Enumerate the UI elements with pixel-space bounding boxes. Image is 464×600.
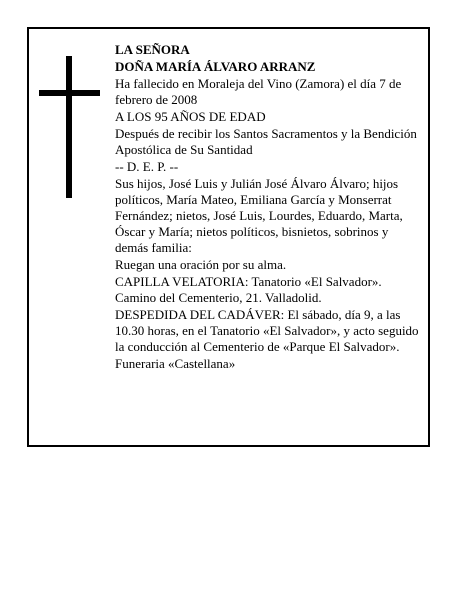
obituary-notice [27,27,430,447]
latin-cross-icon [39,56,100,198]
cross-horizontal-bar [39,90,100,96]
family-list: Sus hijos, José Luis y Julián José Álvaro Álvaro; hijos políticos, María Mateo, Emiliana García y Monserrat Fernández; nietos, José Luis, Lourdes, Eduardo, Marta, Óscar y María; nietos políticos, bisnietos, sobrinos y demás familia: [115,176,403,255]
age-at-death: A LOS 95 AÑOS DE EDAD [115,109,266,124]
cross-vertical-bar [66,56,72,198]
prayer-request: Ruegan una oración por su alma. [115,257,287,272]
sacraments-text: Después de recibir los Santos Sacramentos y la Bendición Apostólica de Su Santidad [115,126,417,157]
deceased-name: DOÑA MARÍA ÁLVARO ARRANZ [115,59,316,74]
funeral-home: Funeraria «Castellana» [115,356,236,371]
death-info: Ha fallecido en Moraleja del Vino (Zamora) el día 7 de febrero de 2008 [115,76,402,107]
chapel-info: CAPILLA VELATORIA: Tanatorio «El Salvador». Camino del Cementerio, 21. Valladolid. [115,274,382,305]
notice-text [115,42,421,373]
notice-title-honorific: LA SEÑORA [115,42,190,57]
rest-in-peace: -- D. E. P. -- [115,159,179,174]
farewell-info: DESPEDIDA DEL CADÁVER: El sábado, día 9, a las 10.30 horas, en el Tanatorio «El Salvador», y acto seguido la conducción al Cementerio de «Parque El Salvador». [115,307,419,354]
